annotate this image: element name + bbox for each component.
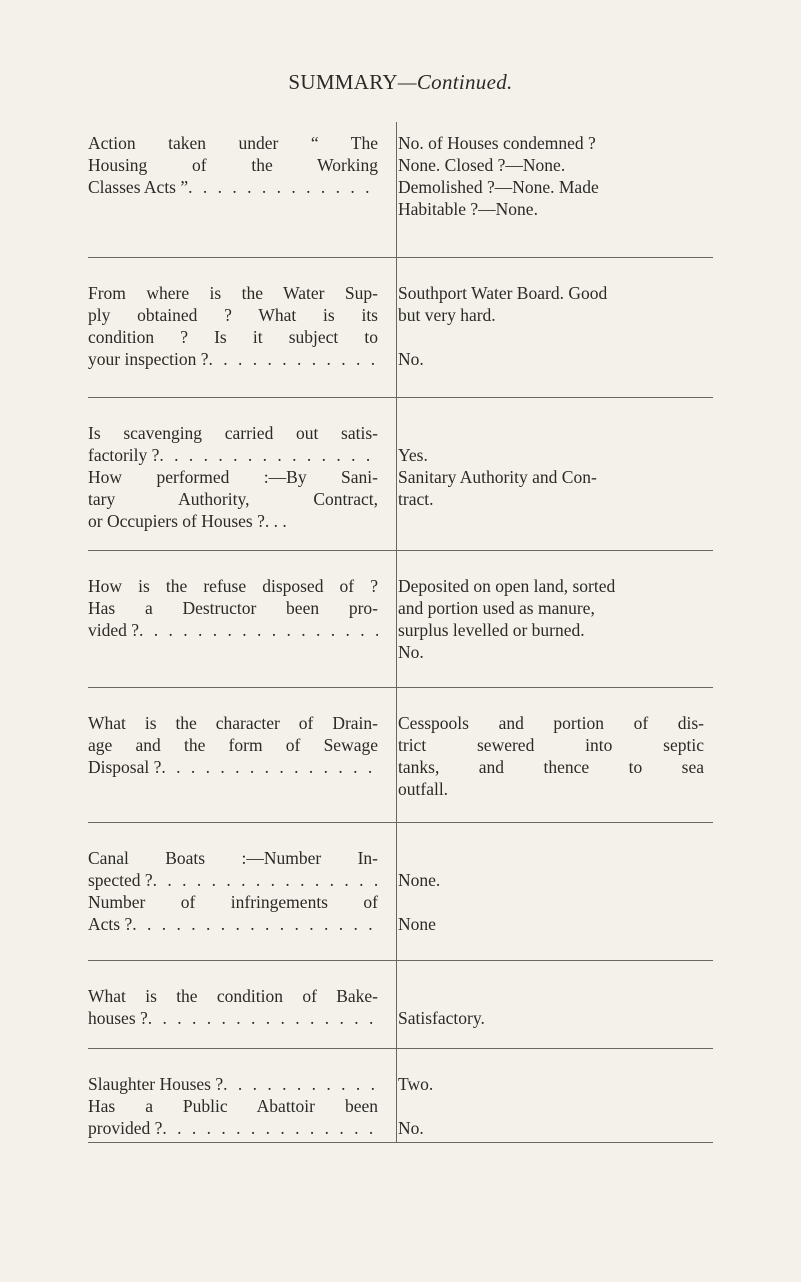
header-continued: —Continued.: [397, 70, 513, 94]
answer: Southport Water Board. Good but very hard. No.: [398, 283, 608, 369]
divider: [88, 550, 713, 551]
page-header: [0, 70, 801, 95]
answer: None. None: [398, 870, 441, 934]
answer: Satisfactory.: [398, 1008, 485, 1028]
answer: Two. No.: [398, 1074, 434, 1138]
answer: Cesspools and portion of dis- trict sewered into septic tanks, and thence to sea outfall.: [398, 713, 704, 799]
question: Action taken under “ The Housing of the Working Classes Acts ” . . .: [88, 132, 378, 198]
question: How is the refuse disposed of ? Has a Destructor been pro- vided ? . . .: [88, 575, 378, 641]
divider: [88, 822, 713, 823]
column-divider: [396, 122, 397, 1142]
divider: [88, 257, 713, 258]
divider: [88, 687, 713, 688]
divider: [88, 397, 713, 398]
question: Slaughter Houses ? . . . Has a Public Abattoir been provided ? . . .: [88, 1073, 378, 1139]
divider: [88, 1048, 713, 1049]
answer: Yes. Sanitary Authority and Con- tract.: [398, 445, 597, 509]
divider: [88, 1142, 713, 1143]
question: Canal Boats :—Number In- spected ? . . . Number of infringements of Acts ? . . .: [88, 847, 378, 935]
question: What is the character of Drain- age and the form of Sewage Disposal ? . . .: [88, 712, 378, 778]
answer: Deposited on open land, sorted and portion used as manure, surplus levelled or burned. No.: [398, 576, 616, 662]
answer: No. of Houses condemned ? None. Closed ?—None. Demolished ?—None. Made Habitable ?—None.: [398, 133, 599, 219]
divider: [88, 960, 713, 961]
question: From where is the Water Sup- ply obtained ? What is its condition ? Is it subject to your inspection ? . . .: [88, 282, 378, 370]
question: Is scavenging carried out satis- factorily ? . . . How performed :—By Sani- tary Authority, Contract, or Occupiers of Houses ?. . .: [88, 422, 378, 532]
question: What is the condition of Bake- houses ? . . .: [88, 985, 378, 1029]
header-title: SUMMARY: [288, 70, 398, 94]
